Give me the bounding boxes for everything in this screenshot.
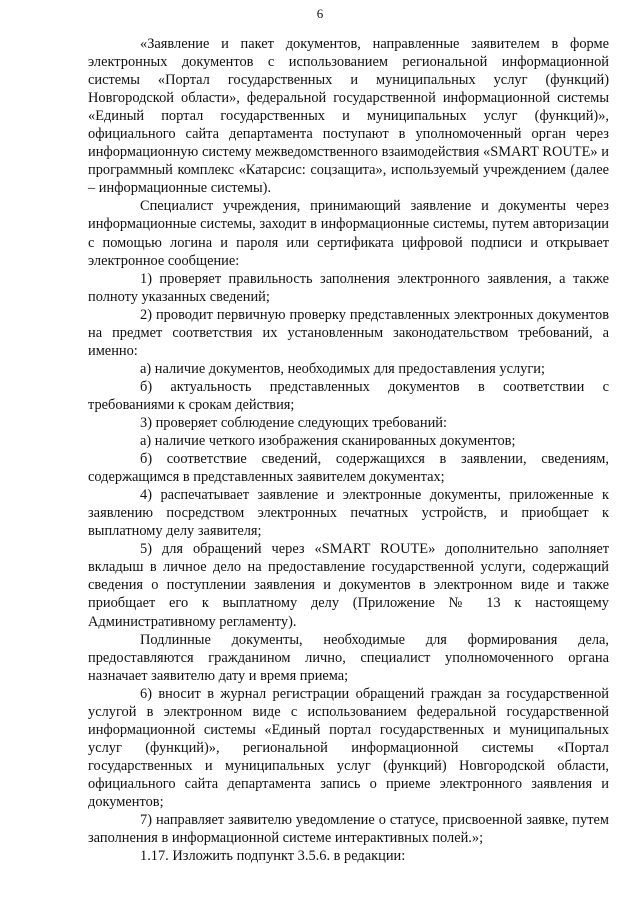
sub-list-item: а) наличие документов, необходимых для предоставления услуги; bbox=[140, 360, 545, 377]
amendment-item: 1.17. Изложить подпункт 3.5.6. в редакции: bbox=[140, 848, 406, 865]
sub-list-item: а) наличие четкого изображения сканированных документов; bbox=[140, 433, 516, 450]
paragraph: Подлинные документы, необходимые для формирования дела, предоставляются гражданином лично, специалист уполномоченного органа назначает заявителю дату и время приема; bbox=[88, 631, 609, 684]
list-item: 4) распечатывает заявление и электронные документы, приложенные к заявлению посредством электронных печатных устройств, и приобщает к выплатному делу заявителя; bbox=[88, 487, 609, 540]
list-item: 5) для обращений через «SMART ROUTE» дополнительно заполняет вкладыш в личное дело на предоставление государственной услуги, содержащий сведения о поступлении заявления и документов в электронном виде и также приобщает его к выплатному делу (Приложение № 13 к настоящему Административному регламенту). bbox=[88, 541, 609, 630]
list-item: 3) проверяет соблюдение следующих требований: bbox=[140, 414, 447, 431]
list-item: 1) проверяет правильность заполнения электронного заявления, а также полноту указанных сведений; bbox=[88, 270, 609, 305]
paragraph: Специалист учреждения, принимающий заявление и документы через информационные системы, заходит в информационные системы, путем авторизации с помощью логина и пароля или сертификата цифровой подписи и открывает электронное сообщение: bbox=[88, 198, 609, 269]
page-number: 6 bbox=[316, 6, 324, 21]
sub-list-item: б) соответствие сведений, содержащихся в заявлении, сведениям, содержащимся в представленных заявителем документах; bbox=[88, 451, 609, 486]
paragraph: «Заявление и пакет документов, направленные заявителем в форме электронных документов с использованием региональной информационной системы «Портал государственных и муниципальных услуг (функций) Новгородской области», федеральной государственной информационной системы «Единый портал государственных и муниципальных услуг (функций)», официального сайта департамента поступают в уполномоченный орган через информационную систему межведомственного взаимодействия «SMART ROUTE» и программный комплекс «Катарсис: соцзащита», используемый учреждением (далее – информационные системы). bbox=[88, 36, 609, 197]
list-item: 2) проводит первичную проверку представленных электронных документов на предмет соответствия их установленным законодательством требований, а именно: bbox=[88, 306, 609, 359]
document-body bbox=[88, 35, 609, 865]
sub-list-item: б) актуальность представленных документов в соответствии с требованиями к срокам действия; bbox=[88, 378, 609, 413]
list-item: 6) вносит в журнал регистрации обращений граждан за государственной услугой в электронном виде с использованием федеральной государственной информационной системы «Единый портал государственных и муниципальных услуг (функций)», региональной информационной системы «Портал государственных и муниципальных услуг (функций) Новгородской области, официального сайта департамента запись о приеме электронного заявления и документов; bbox=[88, 685, 609, 810]
list-item: 7) направляет заявителю уведомление о статусе, присвоенной заявке, путем заполнения в информационной системе интерактивных полей.»; bbox=[88, 812, 609, 847]
